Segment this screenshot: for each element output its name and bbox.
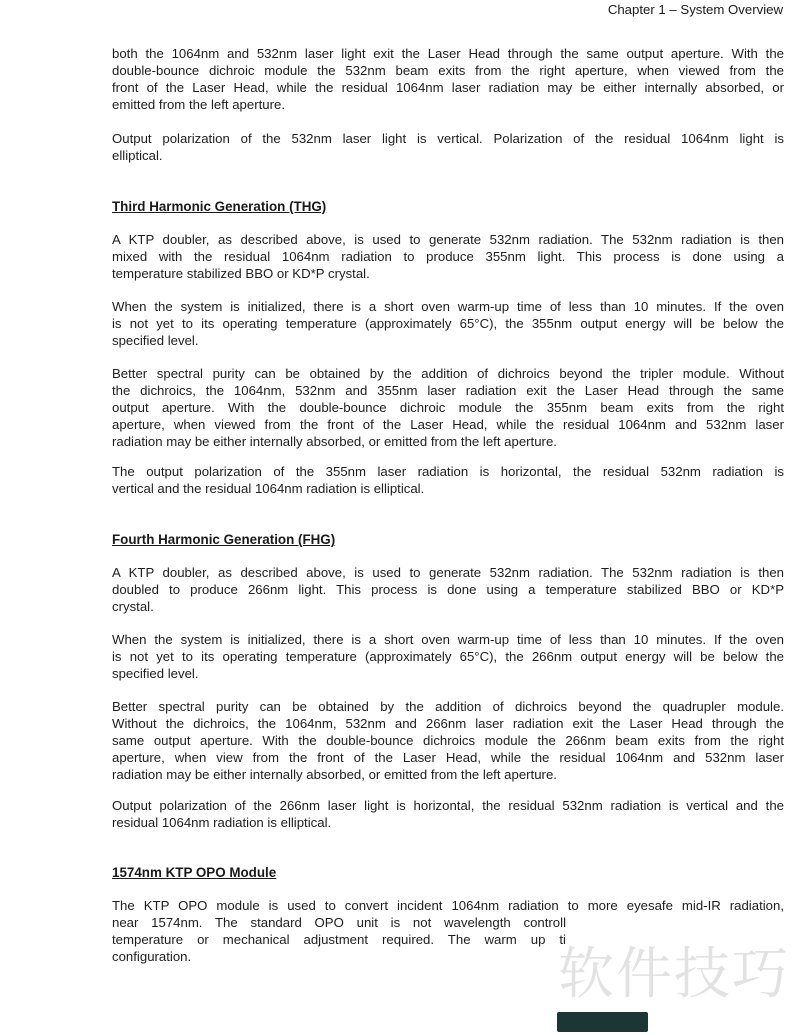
paragraph-fhg-doubler [112,564,784,615]
paragraph-fhg-warmup [112,631,784,682]
text-line: specified level. [112,333,199,348]
text-line: output aperture. With the double-bounce dichroic module the 355nm beam exits from the right [112,400,784,415]
text-line: radiation may be either internally absorbed, or emitted from the left aperture. [112,434,557,449]
text-line: Without the dichroics, the 1064nm, 532nm and 266nm laser radiation exit the Laser Head through the [112,716,784,731]
text-line: The output polarization of the 355nm laser radiation is horizontal, the residual 532nm radiation is [112,464,784,479]
text-line: front of the Laser Head, while the residual 1064nm laser radiation may be either internally absorbed, or [112,80,784,95]
text-line: vertical and the residual 1064nm radiation is elliptical. [112,481,425,496]
text-line: specified level. [112,666,199,681]
text-line: residual 1064nm radiation is elliptical. [112,815,332,830]
section-heading-thg: Third Harmonic Generation (THG) [112,199,327,214]
text-line-truncated: near 1574nm. The standard OPO unit is not wavelength controll [112,915,566,930]
paragraph-fhg-dichroics [112,698,784,783]
section-heading-fhg: Fourth Harmonic Generation (FHG) [112,532,336,547]
text-line: Better spectral purity can be obtained by the addition of dichroics beyond the quadrupler module. [112,699,784,714]
text-line: configuration. [112,949,192,964]
text-line: When the system is initialized, there is a short oven warm-up time of less than 10 minutes. If the oven [112,299,784,314]
text-line: elliptical. [112,148,163,163]
text-line: When the system is initialized, there is a short oven warm-up time of less than 10 minutes. If the oven [112,632,784,647]
paragraph-355nm-polarization [112,463,784,497]
text-line: aperture, when view from the front of the Laser Head, while the residual 1064nm and 532nm laser [112,750,784,765]
paragraph-thg-doubler [112,231,784,282]
dark-bar-artifact [557,1012,648,1032]
text-line: the dichroics, the 1064nm, 532nm and 355nm laser radiation exit the Laser Head through the same [112,383,784,398]
text-line: both the 1064nm and 532nm laser light exit the Laser Head through the same output aperture. With the [112,46,784,61]
text-line: aperture, when viewed from the front of the Laser Head, while the residual 1064nm and 532nm laser [112,417,784,432]
text-line: radiation may be either internally absorbed, or emitted from the left aperture. [112,767,557,782]
text-line: The KTP OPO module is used to convert incident 1064nm radiation to more eyesafe mid-IR radiation, [112,898,784,913]
text-line: Better spectral purity can be obtained by the addition of dichroics beyond the tripler module. Without [112,366,784,381]
paragraph-266nm-polarization [112,797,784,831]
chapter-header: Chapter 1 – System Overview [607,2,783,17]
section-heading-opo: 1574nm KTP OPO Module [112,865,277,880]
text-line: is not yet to its operating temperature (approximately 65°C), the 266nm output energy will be below the [112,649,784,664]
text-line: same output aperture. With the double-bounce dichroics module the 266nm beam exits from the right [112,733,784,748]
paragraph-output-aperture [112,45,784,113]
text-line: temperature stabilized BBO or KD*P crystal. [112,266,370,281]
paragraph-thg-warmup [112,298,784,349]
text-line: mixed with the residual 1064nm radiation to produce 355nm light. This process is done using a [112,249,784,264]
text-line: Output polarization of the 266nm laser light is horizontal, the residual 532nm radiation is vertical and the [112,798,784,813]
text-line-truncated: temperature or mechanical adjustment required. The warm up ti [112,932,566,947]
text-line: A KTP doubler, as described above, is used to generate 532nm radiation. The 532nm radiation is then [112,565,784,580]
text-line: is not yet to its operating temperature (approximately 65°C), the 355nm output energy will be below the [112,316,784,331]
watermark-text: 软件技巧 [558,942,790,1005]
text-line: Output polarization of the 532nm laser light is vertical. Polarization of the residual 1064nm light is [112,131,784,146]
text-line: doubled to produce 266nm light. This process is done using a temperature stabilized BBO or KD*P [112,582,784,597]
text-line: emitted from the left aperture. [112,97,285,112]
text-line: A KTP doubler, as described above, is used to generate 532nm radiation. The 532nm radiation is then [112,232,784,247]
text-line: crystal. [112,599,154,614]
paragraph-thg-dichroics [112,365,784,450]
paragraph-532nm-polarization [112,130,784,164]
text-line: double-bounce dichroic module the 532nm beam exits from the right aperture, when viewed from the [112,63,784,78]
